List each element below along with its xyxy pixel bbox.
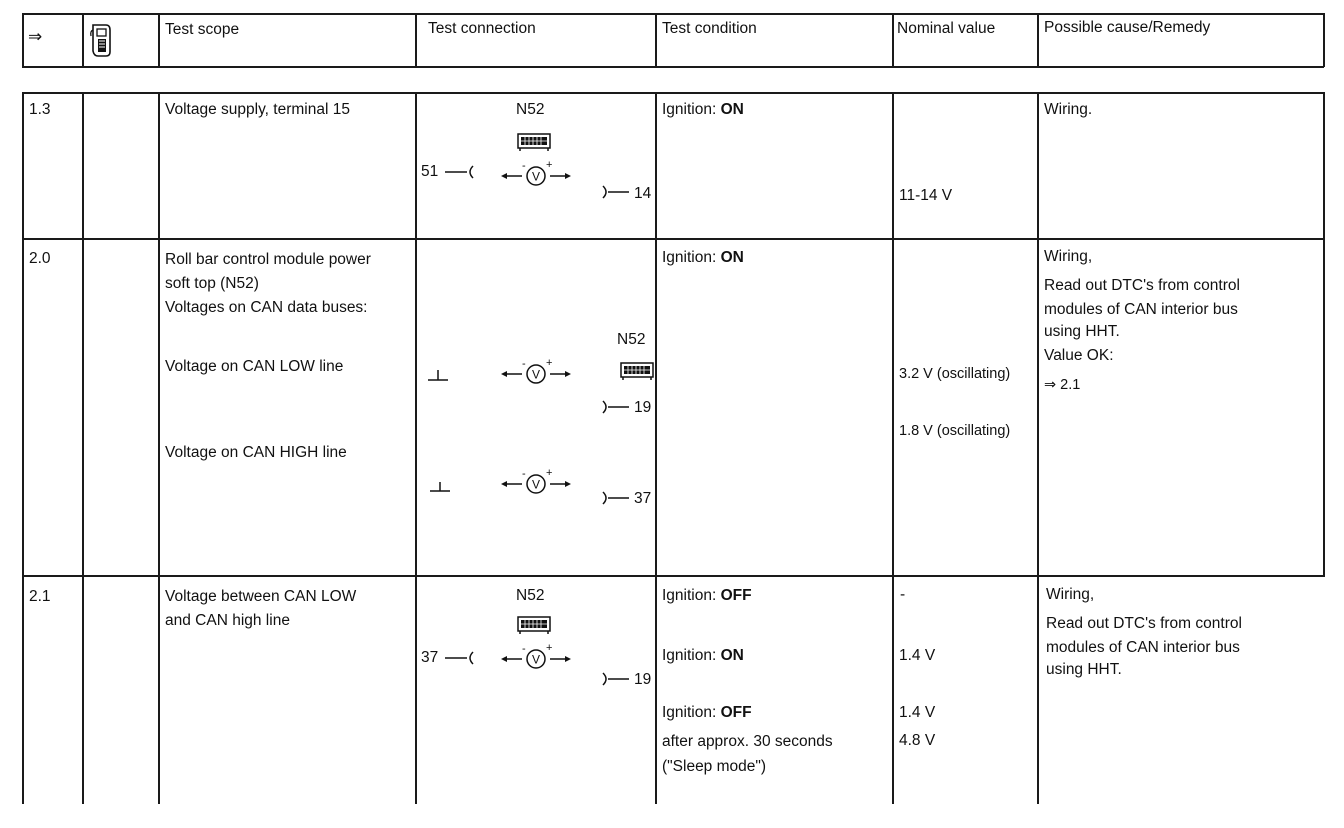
- condition-text: Ignition: ON: [662, 647, 744, 664]
- remedy-text: modules of CAN interior bus: [1046, 639, 1240, 656]
- step-number: 2.0: [29, 250, 51, 267]
- body-col-line: [415, 92, 417, 804]
- probe-left-icon: [445, 164, 475, 180]
- test-scope-text: soft top (N52): [165, 275, 259, 292]
- row-border: [22, 92, 1324, 94]
- step-number: 2.1: [29, 588, 51, 605]
- ground-icon: [425, 368, 451, 384]
- module-label: N52: [516, 101, 545, 118]
- condition-text: Ignition: ON: [662, 249, 744, 266]
- header-possible-cause: Possible cause/Remedy: [1044, 19, 1211, 36]
- body-col-line: [1037, 92, 1039, 804]
- pin-number: 37: [421, 649, 439, 666]
- row-border: [22, 575, 1324, 577]
- remedy-text: modules of CAN interior bus: [1044, 301, 1238, 318]
- voltmeter-icon: [500, 643, 572, 671]
- svg-text:+: +: [546, 642, 553, 654]
- remedy-text: Read out DTC's from control: [1044, 277, 1240, 294]
- test-scope-text: Voltage on CAN HIGH line: [165, 444, 347, 461]
- probe-right-icon: [601, 184, 631, 200]
- header-test-condition: Test condition: [662, 20, 757, 37]
- pin-number: 51: [421, 163, 439, 180]
- module-label: N52: [516, 587, 545, 604]
- row-border: [22, 238, 1324, 240]
- remedy-text: Wiring,: [1044, 248, 1093, 265]
- test-scope-text: and CAN high line: [165, 612, 290, 629]
- test-scope-text: Voltage on CAN LOW line: [165, 358, 344, 375]
- test-scope-text: Voltage between CAN LOW: [165, 588, 357, 605]
- header-arrow-symbol: ⇒: [28, 27, 43, 46]
- hand-tester-icon: [88, 22, 114, 58]
- remedy-text: Wiring.: [1044, 101, 1093, 118]
- condition-text: after approx. 30 seconds: [662, 733, 833, 750]
- remedy-text: using HHT.: [1044, 323, 1120, 340]
- header-test-scope: Test scope: [165, 21, 240, 38]
- header-nominal-value: Nominal value: [897, 20, 996, 37]
- remedy-text: using HHT.: [1046, 661, 1122, 678]
- remedy-text: ⇒ 2.1: [1044, 377, 1081, 393]
- connector-plug-icon: [619, 361, 655, 381]
- svg-text:+: +: [546, 159, 553, 171]
- nominal-value: 1.4 V: [899, 647, 936, 664]
- svg-text:V: V: [531, 367, 541, 382]
- body-col-line: [892, 92, 894, 804]
- pin-number: 14: [634, 185, 652, 202]
- remedy-text: Read out DTC's from control: [1046, 615, 1242, 632]
- voltmeter-icon: [500, 160, 572, 188]
- header-test-connection: Test connection: [428, 20, 536, 37]
- header-bottom-border: [22, 66, 1324, 68]
- svg-text:-: -: [522, 358, 526, 370]
- svg-text:-: -: [522, 160, 526, 172]
- header-top-border: [22, 13, 1324, 15]
- header-col-line: [1323, 13, 1325, 67]
- svg-text:+: +: [546, 467, 553, 479]
- svg-text:-: -: [522, 468, 526, 480]
- voltmeter-icon: [500, 468, 572, 496]
- test-scope-text: Voltage supply, terminal 15: [165, 101, 350, 118]
- connector-plug-icon: [516, 132, 552, 152]
- ground-icon: [427, 480, 453, 496]
- condition-text: ("Sleep mode"): [662, 758, 767, 775]
- header-col-line: [655, 13, 657, 67]
- probe-right-icon: [601, 671, 631, 687]
- probe-left-icon: [445, 650, 475, 666]
- pin-number: 19: [634, 399, 652, 416]
- header-col-line: [158, 13, 160, 67]
- body-col-line: [1323, 92, 1325, 577]
- svg-text:-: -: [522, 643, 526, 655]
- step-number: 1.3: [29, 101, 51, 118]
- pin-number: 37: [634, 490, 652, 507]
- nominal-value: 4.8 V: [899, 732, 936, 749]
- condition-text: Ignition: OFF: [662, 587, 752, 604]
- header-col-line: [415, 13, 417, 67]
- voltmeter-icon: [500, 358, 572, 386]
- remedy-text: Value OK:: [1044, 347, 1114, 364]
- body-col-line: [655, 92, 657, 804]
- test-scope-text: Roll bar control module power: [165, 251, 371, 268]
- body-col-line: [22, 92, 24, 804]
- header-col-line: [82, 13, 84, 67]
- nominal-value: 3.2 V (oscillating): [899, 366, 1011, 382]
- connector-plug-icon: [516, 615, 552, 635]
- svg-text:V: V: [531, 169, 541, 184]
- header-col-line: [1037, 13, 1039, 67]
- nominal-value: -: [900, 586, 906, 603]
- pin-number: 19: [634, 671, 652, 688]
- probe-right-icon: [601, 490, 631, 506]
- probe-right-icon: [601, 399, 631, 415]
- svg-text:V: V: [531, 652, 541, 667]
- nominal-value: 11-14 V: [899, 187, 953, 204]
- condition-text: Ignition: OFF: [662, 704, 752, 721]
- svg-text:V: V: [531, 477, 541, 492]
- remedy-text: Wiring,: [1046, 586, 1095, 603]
- header-col-line: [892, 13, 894, 67]
- header-col-line: [22, 13, 24, 67]
- body-col-line: [82, 92, 84, 804]
- svg-text:+: +: [546, 357, 553, 369]
- body-col-line: [158, 92, 160, 804]
- module-label: N52: [617, 331, 646, 348]
- test-scope-text: Voltages on CAN data buses:: [165, 299, 368, 316]
- nominal-value: 1.4 V: [899, 704, 936, 721]
- condition-text: Ignition: ON: [662, 101, 744, 118]
- nominal-value: 1.8 V (oscillating): [899, 423, 1011, 439]
